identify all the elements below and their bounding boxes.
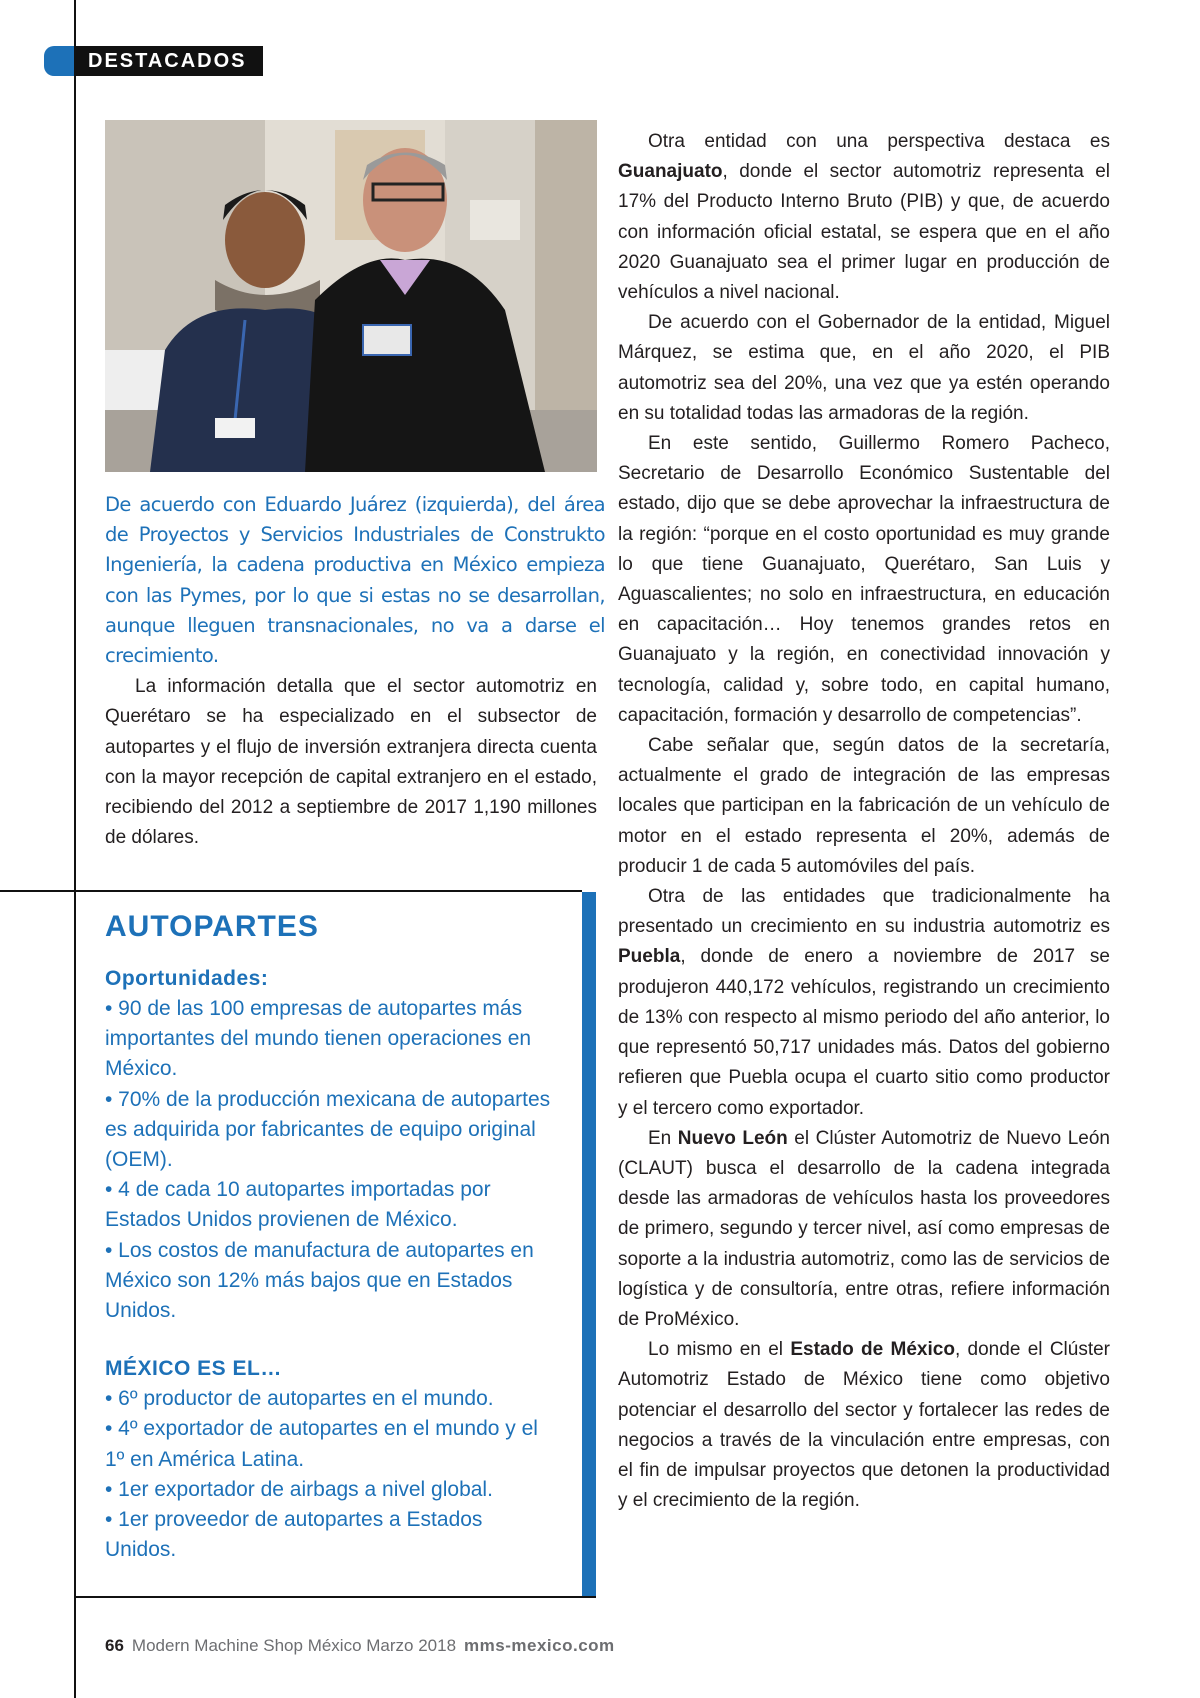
list-item: • 90 de las 100 empresas de autopartes más importantes del mundo tienen operaciones en México. — [105, 997, 532, 1081]
opportunities-list — [105, 994, 555, 1326]
lead-paragraph: La información detalla que el sector automotriz en Querétaro se ha especializado en el subsector de autopartes y el flujo de inversión extranjera directa cuenta con la mayor recepción de capital extranjero en el estado, recibiendo del 2012 a septiembre de 2017 1,190 millones de dólares. — [105, 676, 597, 849]
page-number: 66 — [105, 1636, 124, 1655]
website-url: mms-mexico.com — [464, 1636, 615, 1655]
box-side-accent — [582, 892, 596, 1596]
section-tag-accent — [44, 46, 76, 76]
page-footer — [105, 1636, 615, 1656]
list-item: • Los costos de manufactura de autopartes en México son 12% más bajos que en Estados Unidos. — [105, 1238, 534, 1323]
box-top-rule — [0, 890, 582, 892]
paragraph: Cabe señalar que, según datos de la secretaría, actualmente el grado de integración de las empresas locales que participan en la fabricación de un vehículo de motor en el estado representa el 20%, además de producir 1 de cada 5 automóviles del país. — [618, 735, 1110, 877]
section-tag-label: DESTACADOS — [74, 46, 263, 76]
box-title: AUTOPARTES — [105, 910, 319, 943]
right-column — [618, 127, 1110, 1516]
paragraph: Lo mismo en el Estado de México, donde el Clúster Automotriz Estado de México tiene como objetivo potenciar el desarrollo del sector y fortalecer las redes de negocios a través de la vinculación entre empresas, con el fin de impulsar proyectos que detonen la productividad y el crecimiento de la región. — [618, 1339, 1111, 1512]
article-photo — [105, 120, 597, 472]
list-item: • 1er proveedor de autopartes a Estados Unidos. — [105, 1508, 483, 1562]
paragraph: En Nuevo León el Clúster Automotriz de Nuevo León (CLAUT) busca el desarrollo de la cadena integrada desde las armadoras de vehículos hasta los proveedores de primero, segundo y tercer nivel, así como empresas de soporte a la industria automotriz, como las de servicios de logística y de consultoría, entre otras, refiere información de ProMéxico. — [618, 1127, 1110, 1330]
box-subtitle-opportunities: Oportunidades: — [105, 967, 269, 990]
paragraph: Otra entidad con una perspectiva destaca es Guanajuato, donde el sector automotriz representa el 17% del Producto Interno Bruto (PIB) y que, de acuerdo con información oficial estatal, se espera que en el año 2020 Guanajuato sea el primer lugar en producción de vehículos a nivel nacional. — [618, 131, 1110, 304]
box-subtitle-mexico: MÉXICO ES EL… — [105, 1357, 282, 1381]
paragraph: En este sentido, Guillermo Romero Pacheco, Secretario de Desarrollo Económico Sustentable del estado, dijo que se debe aprovechar la infraestructura de la región: “porque en el costo oportunidad es muy grande lo que tiene Guanajuato, Querétaro, San Luis y Aguascalientes; no solo en infraestructura, en educación en capacitación… Hoy tenemos grandes retos en Guanajuato y la región, en conectividad innovación y tecnología, calidad y, sobre todo, en capital humano, capacitación, formación y desarrollo de competencias”. — [618, 433, 1110, 726]
two-men-photo-illustration — [105, 120, 597, 472]
box-bottom-rule — [76, 1596, 596, 1598]
paragraph: Otra de las entidades que tradicionalmente ha presentado un crecimiento en su industria automotriz es Puebla, donde de enero a noviembre de 2017 se produjeron 440,172 vehículos, registrando un crecimiento de 13% con respecto al mismo periodo del año anterior, lo que representó 50,717 unidades más. Datos del gobierno refieren que Puebla ocupa el cuarto sitio como productor y el tercero como exportador. — [618, 886, 1110, 1119]
mexico-list — [105, 1384, 555, 1565]
page-margin-rule — [74, 0, 76, 1698]
list-item: • 6º productor de autopartes en el mundo. — [105, 1387, 494, 1411]
autopartes-box — [105, 910, 555, 1565]
photo-caption: De acuerdo con Eduardo Juárez (izquierda), del área de Proyectos y Servicios Industriales de Construkto Ingeniería, la cadena productiva en México empieza con las Pymes, por lo que si estas no se desarrollan, aunque lleguen transnacionales, no va a darse el crecimiento. — [105, 493, 605, 668]
paragraph: De acuerdo con el Gobernador de la entidad, Miguel Márquez, se estima que, en el año 2020, el PIB automotriz sea del 20%, una vez que ya estén operando en su totalidad todas las armadoras de la región. — [618, 312, 1110, 424]
list-item: • 1er exportador de airbags a nivel global. — [105, 1477, 493, 1501]
section-tag — [44, 46, 263, 76]
list-item: • 4 de cada 10 autopartes importadas por Estados Unidos provienen de México. — [105, 1178, 491, 1232]
list-item: • 70% de la producción mexicana de autopartes es adquirida por fabricantes de equipo original (OEM). — [105, 1087, 551, 1172]
publication-name: Modern Machine Shop México Marzo 2018 — [131, 1636, 457, 1655]
list-item: • 4º exportador de autopartes en el mundo y el 1º en América Latina. — [105, 1417, 538, 1471]
